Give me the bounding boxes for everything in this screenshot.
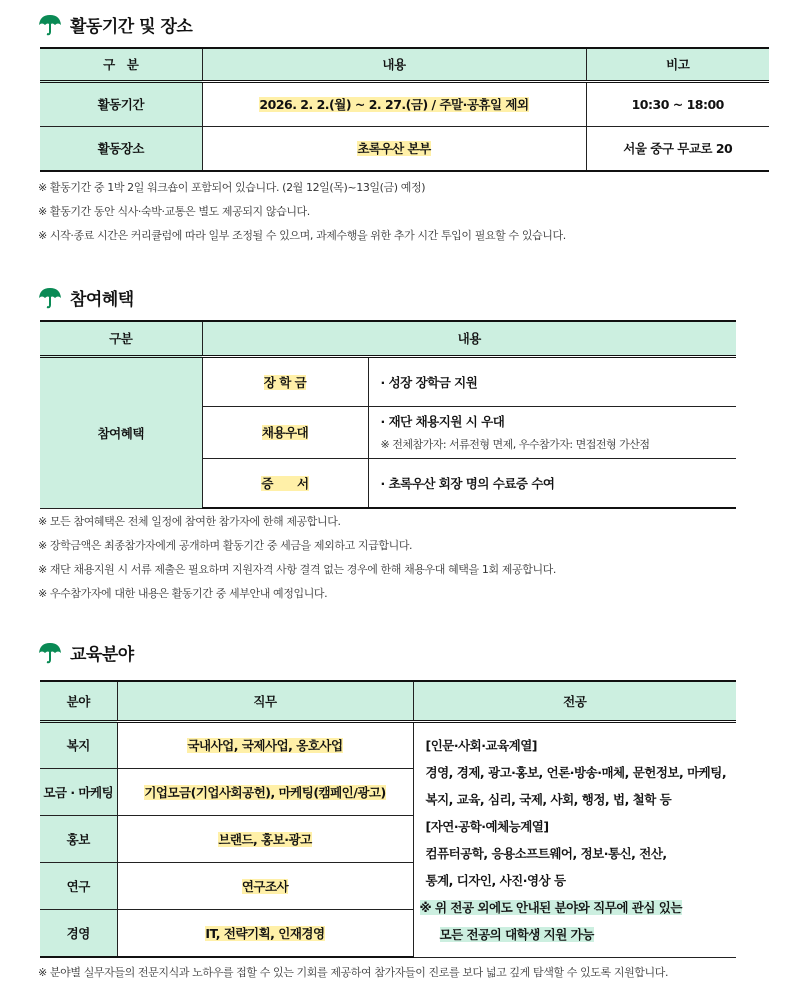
job-list: IT, 전략기획, 인재경영 <box>205 925 325 941</box>
header-cell: 구 분 <box>40 48 202 81</box>
section-title-text: 교육분야 <box>70 645 134 665</box>
benefit-name: 채용우대 <box>261 425 309 440</box>
place-value: 초록우산 본부 <box>357 141 431 157</box>
major-category: [인문·사회·교육계열] <box>425 737 538 753</box>
benefit-desc: · 재단 채용지원 시 우대 <box>380 414 505 429</box>
header-cell: 전공 <box>413 681 736 721</box>
note: ※ 활동기간 중 1박 2일 워크숍이 포함되어 있습니다. (2월 12일(목)~13일(금) 예정) <box>38 181 426 194</box>
note: ※ 분야별 실무자들의 전문지식과 노하우를 접할 수 있는 기회를 제공하여 참가자들이 진로를 보다 넓고 깊게 탐색할 수 있도록 지원합니다. <box>38 966 669 979</box>
field-name: 연구 <box>40 862 117 909</box>
header-cell: 비고 <box>586 48 769 81</box>
major-list: 통계, 디자인, 사진·영상 등 <box>425 872 566 888</box>
section-title-benefits <box>38 285 134 310</box>
section-title-text: 활동기간 및 장소 <box>70 17 193 37</box>
field-name: 복지 <box>40 721 117 768</box>
note: ※ 우수참가자에 대한 내용은 활동기간 중 세부안내 예정입니다. <box>38 587 328 600</box>
section-title-fields <box>38 640 134 665</box>
major-list: 컴퓨터공학, 응용소프트웨어, 정보·통신, 전산, <box>425 845 667 861</box>
major-note: 모든 전공의 대학생 지원 가능 <box>439 926 594 942</box>
field-notes <box>38 961 668 985</box>
major-category: [자연·공학·예체능계열] <box>425 818 549 834</box>
note: ※ 시작·종료 시간은 커리큘럼에 따라 일부 조정될 수 있으며, 과제수행을 위한 추가 시간 투입이 필요할 수 있습니다. <box>38 229 566 242</box>
header-cell: 내용 <box>202 321 736 356</box>
table-row <box>40 721 736 768</box>
benefit-subnote: ※ 전체참가자: 서류전형 면제, 우수참가자: 면접전형 가산점 <box>380 438 650 451</box>
note: ※ 모든 참여혜택은 전체 일정에 참여한 참가자에 한해 제공합니다. <box>38 515 341 528</box>
period-notes <box>38 176 566 248</box>
section-title-text: 참여혜택 <box>70 290 134 310</box>
benefit-desc: · 성장 장학금 지원 <box>368 356 736 406</box>
benefits-table <box>40 320 736 509</box>
header-cell: 직무 <box>117 681 413 721</box>
period-value: 2026. 2. 2.(월) ~ 2. 27.(금) / 주말·공휴일 제외 <box>259 97 529 112</box>
major-cell <box>413 721 736 957</box>
major-list: 경영, 경제, 광고·홍보, 언론·방송·매체, 문헌정보, 마케팅, <box>425 764 727 780</box>
benefit-notes <box>38 510 556 606</box>
major-list: 복지, 교육, 심리, 국제, 사회, 행정, 법, 철학 등 <box>425 791 672 807</box>
header-cell: 내용 <box>202 48 586 81</box>
row-label: 참여혜택 <box>40 356 202 508</box>
time-value: 10:30 ~ 18:00 <box>586 81 769 126</box>
fields-table <box>40 680 736 958</box>
job-list: 기업모금(기업사회공헌), 마케팅(캠페인/광고) <box>144 784 386 800</box>
major-note: ※ 위 전공 외에도 안내된 분야와 직무에 관심 있는 <box>419 899 682 915</box>
table-row <box>40 81 769 126</box>
table-row <box>40 356 736 406</box>
job-list: 연구조사 <box>241 878 289 894</box>
row-label: 활동장소 <box>40 126 202 171</box>
header-cell: 구분 <box>40 321 202 356</box>
address-value: 서울 중구 무교로 20 <box>586 126 769 171</box>
row-label: 활동기간 <box>40 81 202 126</box>
table-row <box>40 126 769 171</box>
note: ※ 장학금액은 최종참가자에게 공개하며 활동기간 중 세금을 제외하고 지급합니다. <box>38 539 413 552</box>
field-name: 모금 · 마케팅 <box>40 768 117 815</box>
note: ※ 활동기간 동안 식사·숙박·교통은 별도 제공되지 않습니다. <box>38 205 310 218</box>
field-name: 홍보 <box>40 815 117 862</box>
header-cell: 분야 <box>40 681 117 721</box>
field-name: 경영 <box>40 909 117 957</box>
umbrella-icon <box>38 14 62 36</box>
benefit-name: 증 서 <box>261 475 309 491</box>
job-list: 국내사업, 국제사업, 옹호사업 <box>187 738 343 753</box>
note: ※ 재단 채용지원 시 서류 제출은 필요하며 지원자격 사항 결격 없는 경우에 한해 채용우대 혜택을 1회 제공합니다. <box>38 563 556 576</box>
benefit-desc: · 초록우산 회장 명의 수료증 수여 <box>368 458 736 508</box>
section-title-period <box>38 12 192 37</box>
umbrella-icon <box>38 287 62 309</box>
period-table <box>40 47 769 172</box>
benefit-name: 장 학 금 <box>263 374 307 390</box>
job-list: 브랜드, 홍보·광고 <box>218 831 312 847</box>
umbrella-icon <box>38 642 62 664</box>
